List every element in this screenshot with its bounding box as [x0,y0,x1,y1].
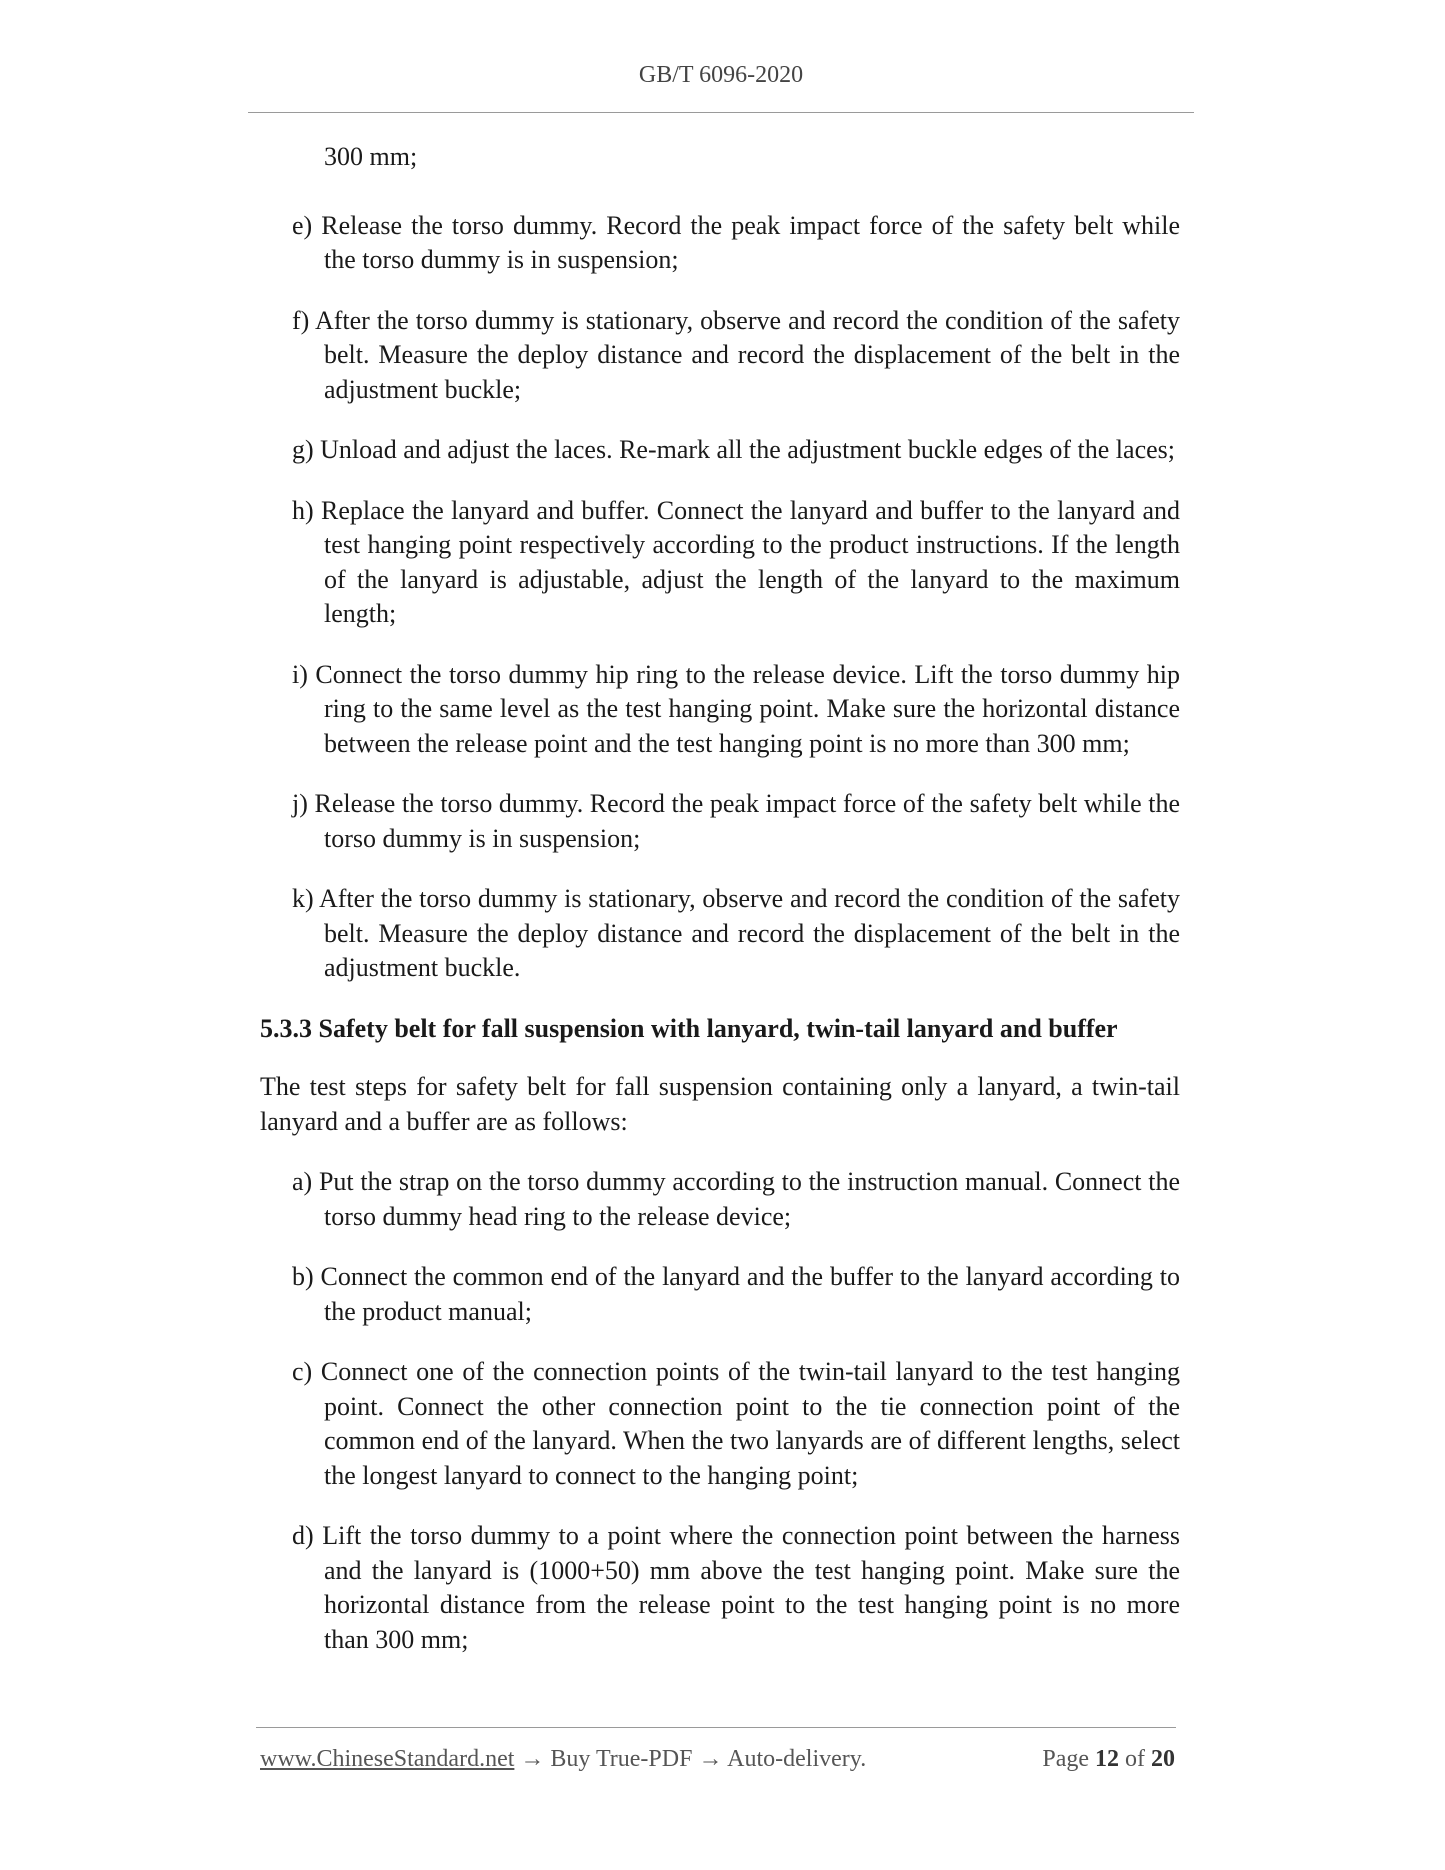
intro-paragraph: The test steps for safety belt for fall suspension containing only a lanyard, a twin-tail lanyard and a buffer are as follows: [260,1072,1180,1136]
list-item: d) Lift the torso dummy to a point where the connection point between the harness and the lanyard is (1000+50) mm above the test hanging point. Make sure the horizontal distance from the release point to the test hanging point is no more than 300 mm; [292,1521,1180,1654]
document-body [260,140,1180,1683]
buy-true-pdf-text: Buy True-PDF [550,1746,693,1772]
footer-divider [256,1727,1176,1728]
arrow-icon: → [520,1746,545,1772]
site-link[interactable]: www.ChineseStandard.net [260,1746,515,1772]
of-label: of [1125,1746,1145,1772]
section-heading: 5.3.3 Safety belt for fall suspension with lanyard, twin-tail lanyard and buffer [260,1013,1118,1043]
list-item: f) After the torso dummy is stationary, observe and record the condition of the safety belt. Measure the deploy distance and record the displacement of the belt in the adjustment buckle; [292,305,1180,404]
page-number [1042,1746,1175,1773]
total-pages: 20 [1151,1746,1175,1772]
current-page: 12 [1095,1746,1119,1772]
list-item: c) Connect one of the connection points of the twin-tail lanyard to the test hanging point. Connect the other connection point to the tie connection point of the common end of the lanyard. When the two lanyards are of different lengths, select the longest lanyard to connect to the hanging point; [292,1357,1180,1490]
page-label: Page [1042,1746,1089,1772]
list-item: b) Connect the common end of the lanyard and the buffer to the lanyard according to the product manual; [292,1262,1180,1326]
list-item: e) Release the torso dummy. Record the peak impact force of the safety belt while the torso dummy is in suspension; [292,210,1180,274]
continuation-text: 300 mm; [324,142,418,171]
list-item: h) Replace the lanyard and buffer. Connect the lanyard and buffer to the lanyard and test hanging point respectively according to the product instructions. If the length of the lanyard is adjustable, adjust the length of the lanyard to the maximum length; [292,495,1180,628]
header-divider [248,112,1194,113]
list-item: k) After the torso dummy is stationary, observe and record the condition of the safety belt. Measure the deploy distance and record the displacement of the belt in the adjustment buckle. [292,884,1180,982]
page-header: GB/T 6096-2020 [638,62,804,88]
arrow-icon: → [698,1746,723,1772]
list-item: j) Release the torso dummy. Record the peak impact force of the safety belt while the torso dummy is in suspension; [292,789,1180,853]
auto-delivery-text: Auto-delivery. [727,1746,867,1772]
list-item: a) Put the strap on the torso dummy according to the instruction manual. Connect the torso dummy head ring to the release device; [292,1167,1180,1231]
list-item: i) Connect the torso dummy hip ring to the release device. Lift the torso dummy hip ring to the same level as the test hanging point. Make sure the horizontal distance between the release point and the test hanging point is no more than 300 mm; [292,659,1180,758]
footer-links [260,1746,866,1773]
list-item: g) Unload and adjust the laces. Re-mark all the adjustment buckle edges of the laces; [292,435,1175,464]
